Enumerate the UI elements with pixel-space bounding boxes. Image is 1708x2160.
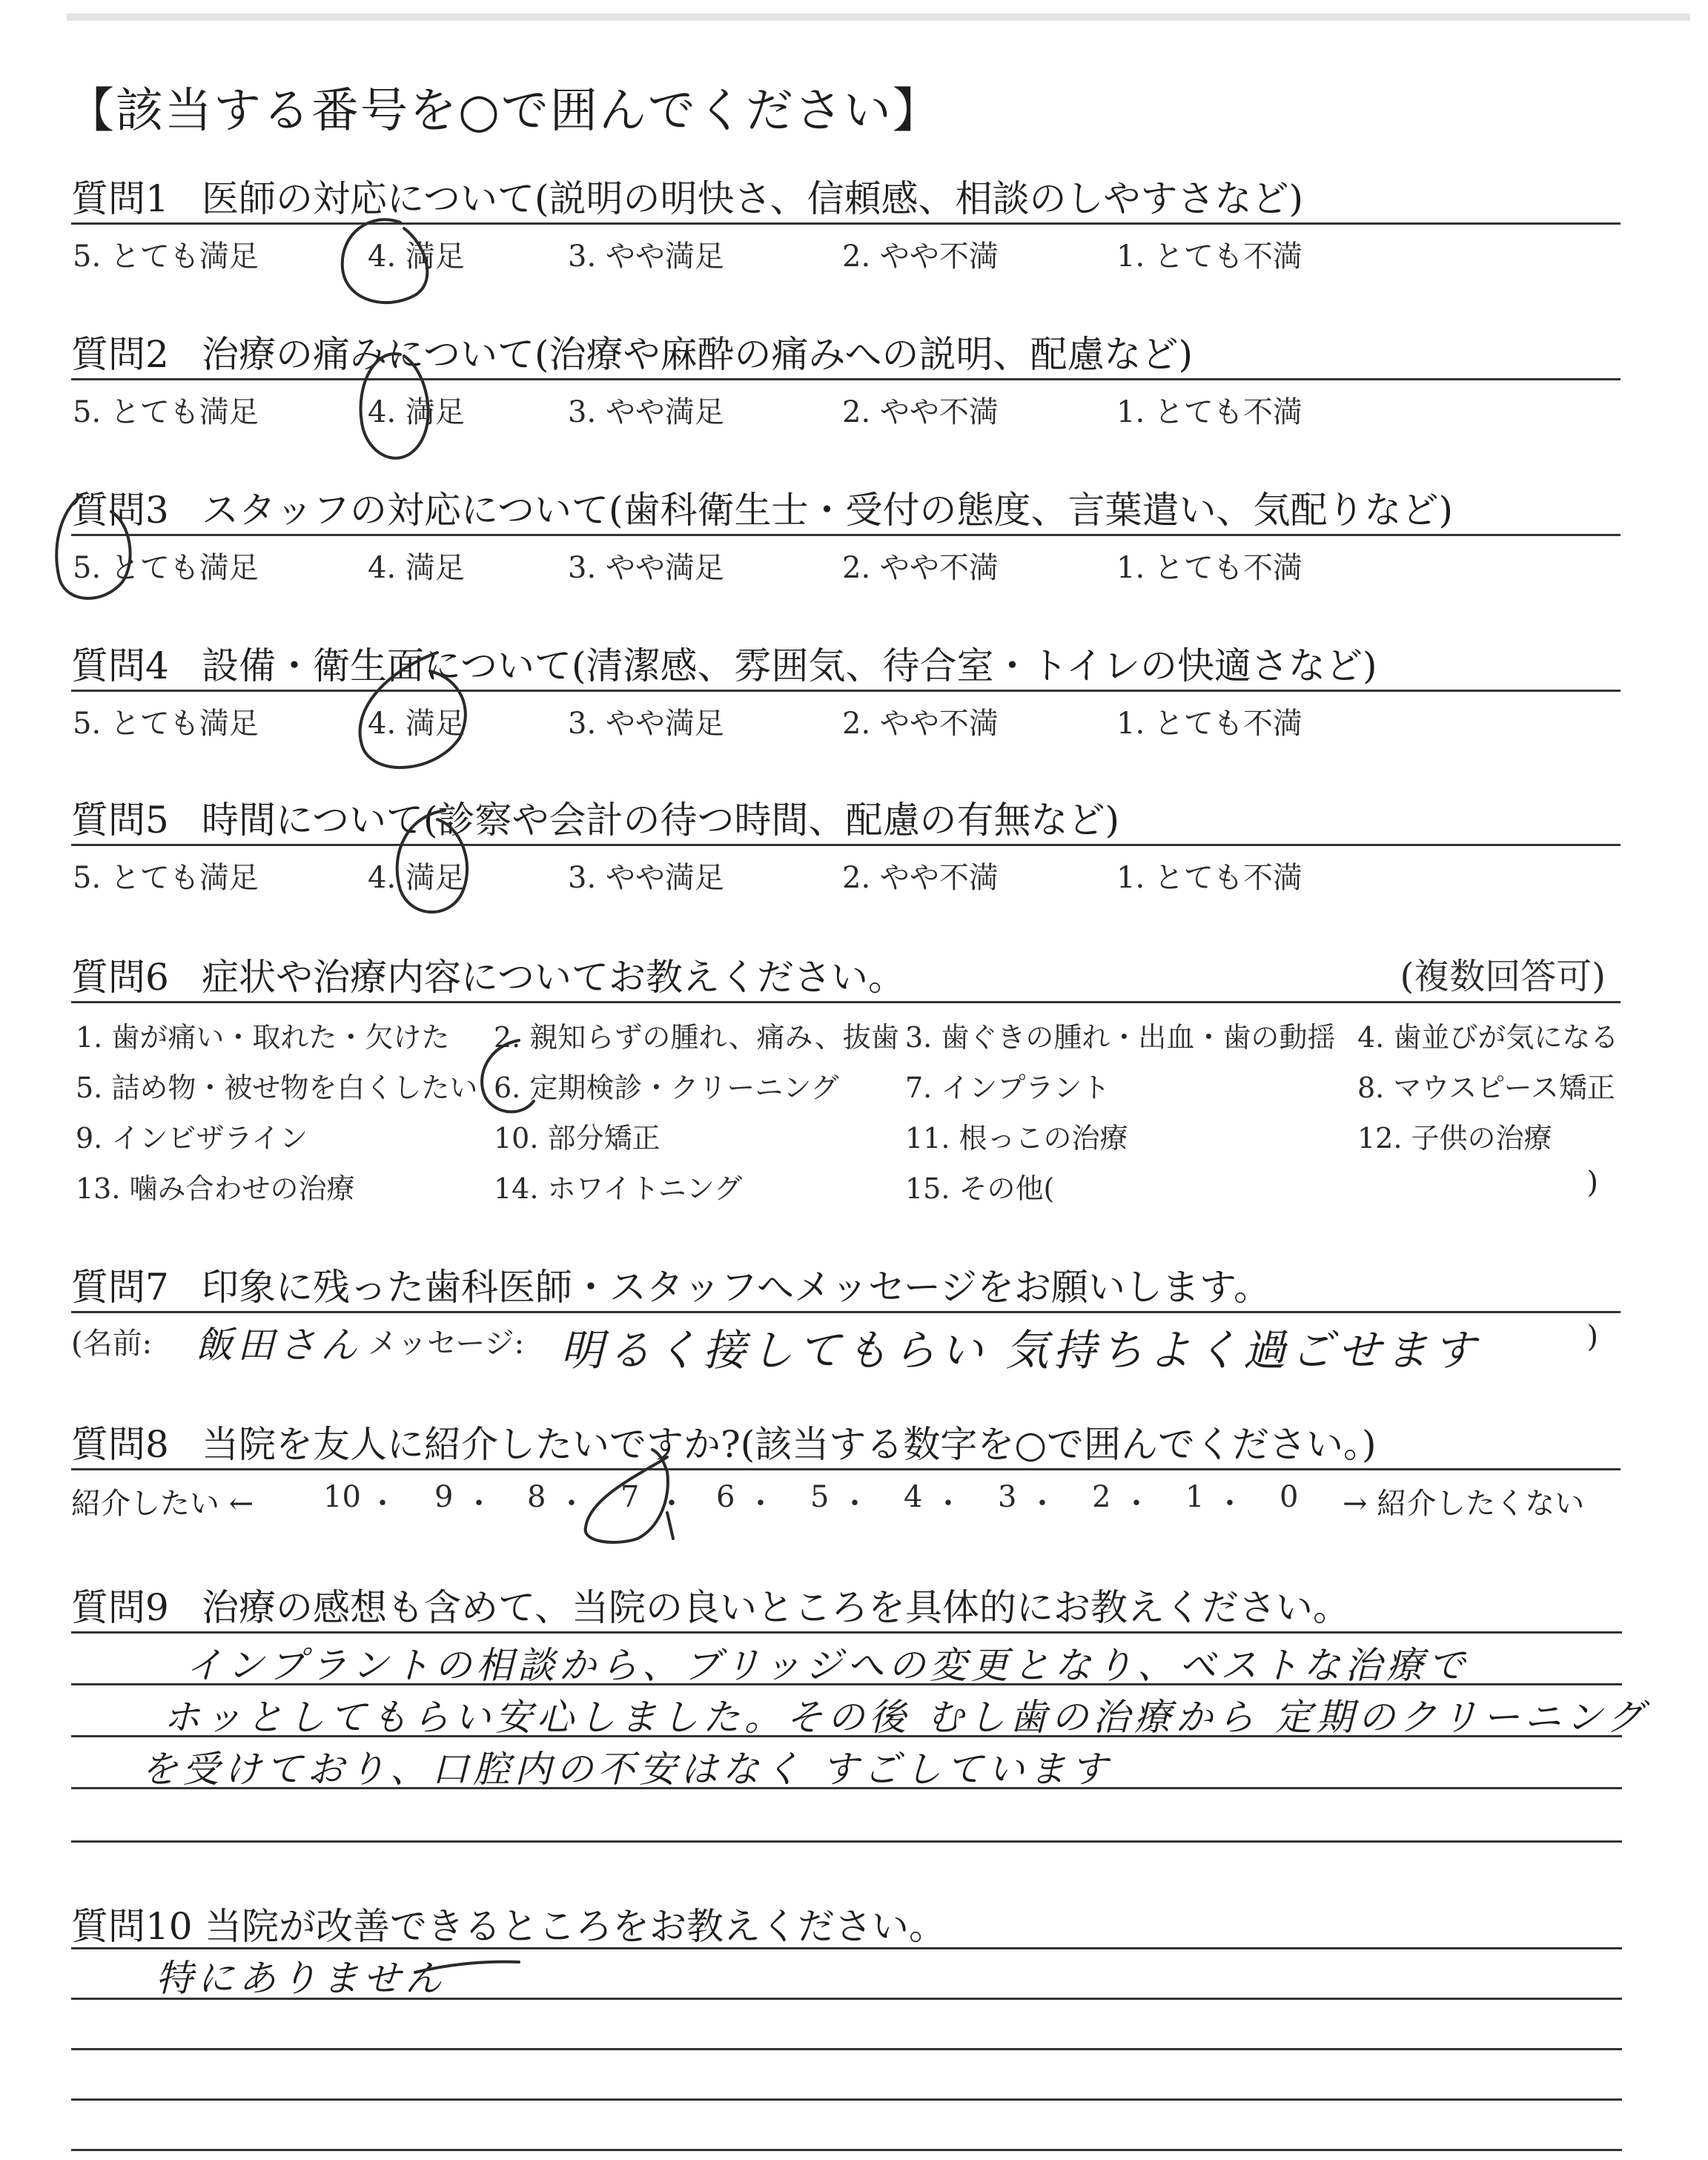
option-satisfied[interactable]: 4. 満足	[368, 395, 465, 429]
question-rule	[71, 690, 1621, 692]
message-label: メッセージ:	[368, 1327, 525, 1361]
option-somewhat-dissatisfied[interactable]: 2. やや不満	[842, 551, 999, 585]
scale-3[interactable]: 3	[998, 1480, 1017, 1514]
question-rule	[71, 222, 1621, 225]
question-rule	[71, 1468, 1621, 1470]
question-rule	[71, 534, 1621, 536]
option-very-satisfied[interactable]: 5. とても満足	[73, 861, 259, 895]
question-text: 当院が改善できるところをお教えください。	[205, 1905, 946, 1948]
question-text: 治療の痛みについて(治療や麻酔の痛みへの説明、配慮など)	[202, 333, 1194, 376]
symptom-option-5[interactable]: 5. 詰め物・被せ物を白くしたい	[76, 1071, 478, 1104]
question-text: 時間について(診察や会計の待つ時間、配慮の有無など)	[202, 799, 1120, 842]
option-somewhat-dissatisfied[interactable]: 2. やや不満	[842, 861, 999, 895]
handwritten-answer-line-1[interactable]: インプラントの相談から、ブリッジへの変更となり、ベストな治療で	[185, 1644, 1469, 1687]
option-somewhat-satisfied[interactable]: 3. やや満足	[568, 395, 724, 429]
question-number: 質問5	[71, 799, 169, 842]
question-heading	[71, 1578, 1350, 1631]
answer-line	[71, 2149, 1622, 2151]
option-satisfied[interactable]: 4. 満足	[368, 551, 465, 585]
handwritten-name[interactable]: 飯田さん	[196, 1324, 362, 1367]
symptom-option-7[interactable]: 7. インプラント	[905, 1071, 1110, 1104]
symptom-option-13[interactable]: 13. 噛み合わせの治療	[76, 1172, 355, 1205]
symptom-option-3[interactable]: 3. 歯ぐきの腫れ・出血・歯の動揺	[905, 1021, 1336, 1054]
question-heading	[71, 790, 1119, 844]
question-rule	[71, 1311, 1621, 1313]
option-very-dissatisfied[interactable]: 1. とても不満	[1116, 240, 1302, 274]
question-heading	[71, 636, 1377, 690]
scale-9[interactable]: 9	[434, 1480, 454, 1514]
scan-top-edge	[67, 13, 1690, 21]
scale-8[interactable]: 8	[527, 1480, 546, 1514]
question-text: 症状や治療内容についてお教えください。	[202, 956, 905, 999]
question-rule	[71, 378, 1621, 380]
option-very-dissatisfied[interactable]: 1. とても不満	[1116, 861, 1302, 895]
symptom-option-2[interactable]: 2. 親知らずの腫れ、痛み、抜歯	[494, 1021, 899, 1054]
name-label: (名前:	[71, 1327, 153, 1361]
question-number: 質問10	[71, 1905, 193, 1948]
answer-line	[71, 2048, 1622, 2050]
symptom-option-10[interactable]: 10. 部分矯正	[494, 1122, 661, 1155]
scale-sep: ・	[933, 1487, 963, 1521]
scale-sep: ・	[557, 1487, 586, 1521]
option-very-dissatisfied[interactable]: 1. とても不満	[1116, 551, 1302, 585]
question-text: 設備・衛生面について(清潔感、雰囲気、待合室・トイレの快適さなど)	[202, 644, 1377, 687]
question-number: 質問1	[71, 177, 169, 220]
question-number: 質問7	[71, 1266, 169, 1309]
symptom-option-9[interactable]: 9. インビザライン	[76, 1122, 308, 1155]
scale-10[interactable]: 10	[323, 1480, 361, 1514]
scale-1[interactable]: 1	[1185, 1480, 1205, 1514]
question-text: スタッフの対応について(歯科衛生士・受付の態度、言葉遣い、気配りなど)	[202, 489, 1454, 532]
option-very-satisfied[interactable]: 5. とても満足	[73, 395, 259, 429]
option-satisfied[interactable]: 4. 満足	[368, 707, 465, 741]
handwritten-improvement-answer[interactable]: 特にありません	[156, 1957, 446, 2000]
other-close-paren: )	[1586, 1166, 1598, 1200]
option-satisfied[interactable]: 4. 満足	[368, 861, 465, 895]
question-text: 当院を友人に紹介したいですか?(該当する数字を○で囲んでください。)	[202, 1423, 1377, 1466]
symptom-option-15[interactable]: 15. その他(	[905, 1172, 1055, 1205]
question-heading	[71, 480, 1453, 534]
answer-line	[71, 1840, 1622, 1843]
option-somewhat-satisfied[interactable]: 3. やや満足	[568, 707, 724, 741]
scale-sep: ・	[657, 1487, 686, 1521]
multiple-answers-note: (複数回答可)	[1400, 956, 1606, 997]
scale-sep: ・	[1215, 1487, 1245, 1521]
recommend-left-label: 紹介したい ←	[71, 1487, 254, 1521]
option-very-satisfied[interactable]: 5. とても満足	[73, 551, 259, 585]
question-number: 質問6	[71, 956, 169, 999]
form-title: 【該当する番号を○で囲んでください】	[67, 84, 941, 139]
option-very-satisfied[interactable]: 5. とても満足	[73, 240, 259, 274]
scale-sep: ・	[368, 1487, 397, 1521]
option-somewhat-dissatisfied[interactable]: 2. やや不満	[842, 707, 999, 741]
question-text: 治療の感想も含めて、当院の良いところを具体的にお教えください。	[202, 1586, 1350, 1629]
question-text: 印象に残った歯科医師・スタッフへメッセージをお願いします。	[202, 1266, 1271, 1309]
option-very-dissatisfied[interactable]: 1. とても不満	[1116, 395, 1302, 429]
answer-line	[71, 2098, 1622, 2101]
question-rule	[71, 1001, 1621, 1003]
scale-0[interactable]: 0	[1280, 1480, 1299, 1514]
scale-sep: ・	[464, 1487, 494, 1521]
symptom-option-14[interactable]: 14. ホワイトニング	[494, 1172, 743, 1205]
option-somewhat-satisfied[interactable]: 3. やや満足	[568, 240, 724, 274]
symptom-option-6[interactable]: 6. 定期検診・クリーニング	[494, 1071, 839, 1104]
scale-2[interactable]: 2	[1092, 1480, 1111, 1514]
recommend-right-label: → 紹介したくない	[1343, 1487, 1585, 1521]
handwritten-answer-line-2[interactable]: ホッとしてもらい安心しました。その後 むし歯の治療から 定期のクリーニング	[163, 1696, 1648, 1739]
option-somewhat-satisfied[interactable]: 3. やや満足	[568, 551, 724, 585]
question-heading	[71, 1897, 946, 1950]
symptom-option-12[interactable]: 12. 子供の治療	[1357, 1122, 1552, 1155]
scale-sep: ・	[1027, 1487, 1057, 1521]
question-number: 質問9	[71, 1586, 169, 1629]
handwritten-message[interactable]: 明るく接してもらい 気持ちよく過ごせます	[560, 1325, 1480, 1375]
scale-7[interactable]: 7	[620, 1480, 640, 1514]
option-very-satisfied[interactable]: 5. とても満足	[73, 707, 259, 741]
question-number: 質問4	[71, 644, 169, 687]
message-close-paren: )	[1586, 1320, 1598, 1354]
scale-5[interactable]: 5	[810, 1480, 830, 1514]
question-number: 質問3	[71, 489, 169, 532]
question-number: 質問2	[71, 333, 169, 376]
option-very-dissatisfied[interactable]: 1. とても不満	[1116, 707, 1302, 741]
scale-4[interactable]: 4	[904, 1480, 923, 1514]
symptom-option-1[interactable]: 1. 歯が痛い・取れた・欠けた	[76, 1021, 450, 1054]
question-number: 質問8	[71, 1423, 169, 1466]
option-somewhat-dissatisfied[interactable]: 2. やや不満	[842, 240, 999, 274]
option-satisfied[interactable]: 4. 満足	[368, 240, 465, 274]
question-rule	[71, 844, 1621, 846]
question-heading	[71, 1415, 1376, 1468]
option-somewhat-satisfied[interactable]: 3. やや満足	[568, 861, 724, 895]
question-heading	[71, 325, 1193, 378]
option-somewhat-dissatisfied[interactable]: 2. やや不満	[842, 395, 999, 429]
question-text: 医師の対応について(説明の明快さ、信頼感、相談のしやすさなど)	[202, 177, 1304, 220]
symptom-option-11[interactable]: 11. 根っこの治療	[905, 1122, 1128, 1155]
scale-sep: ・	[840, 1487, 870, 1521]
symptom-option-8[interactable]: 8. マウスピース矯正	[1357, 1071, 1615, 1104]
symptom-option-4[interactable]: 4. 歯並びが気になる	[1357, 1021, 1619, 1054]
scale-sep: ・	[1122, 1487, 1151, 1521]
scale-sep: ・	[746, 1487, 775, 1521]
answer-line	[71, 1631, 1622, 1634]
question-heading	[71, 1258, 1271, 1311]
question-heading	[71, 948, 905, 1001]
question-heading	[71, 169, 1303, 222]
scale-6[interactable]: 6	[716, 1480, 735, 1514]
handwritten-answer-line-3[interactable]: を受けており、口腔内の不安はなく すごしています	[141, 1748, 1112, 1791]
